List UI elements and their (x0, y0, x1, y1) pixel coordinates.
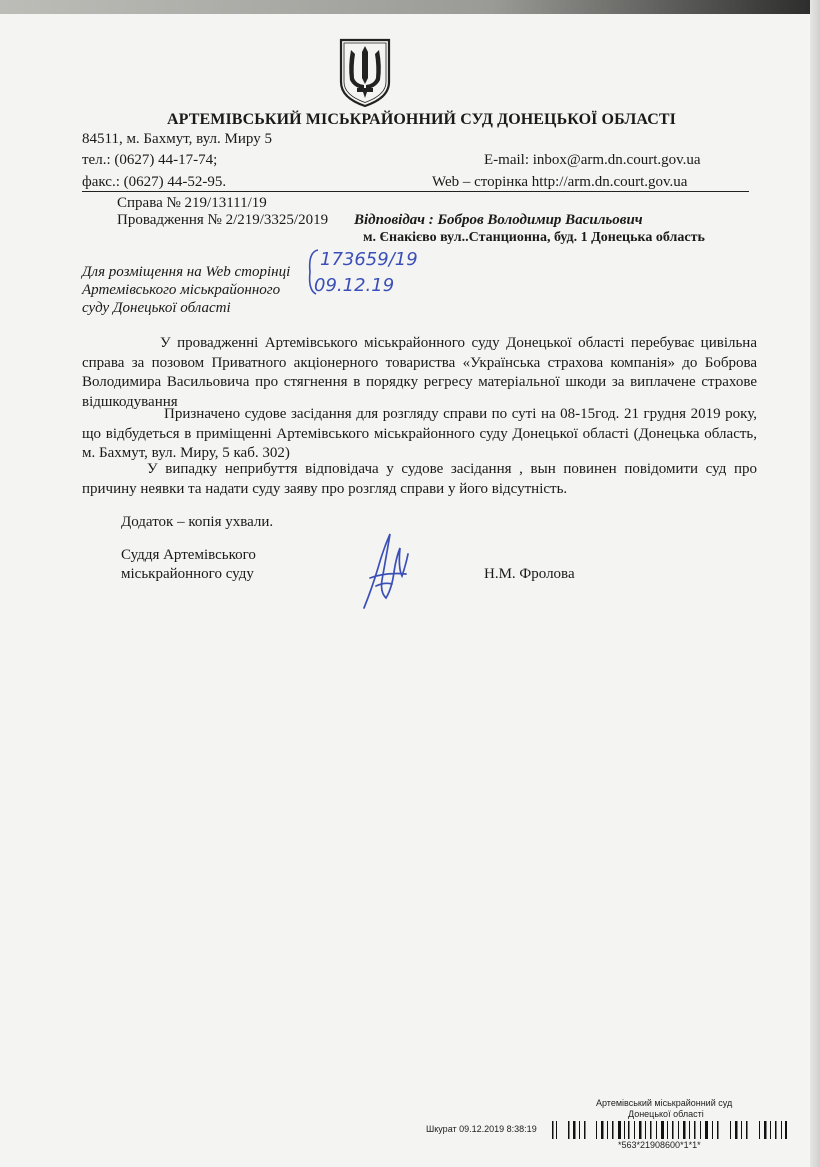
judge-title-line1: Суддя Артемівського (121, 547, 256, 563)
web-note-line1: Для розміщення на Web сторінці (82, 264, 291, 280)
body-paragraph-2-text: Призначено судове засідання для розгляду справи по суті на 08-15год. 21 грудня 2019 року, що відбудеться в приміщенні Артемівського міськрайонного суду Донецької області (Донецька область, м. Бахмут, вул. Миру, 5 каб. 302) (82, 406, 757, 461)
handwritten-registration-date: 09.12.19 (314, 275, 395, 296)
footer-court-line1: Артемівський міськрайонний суд (596, 1098, 733, 1108)
court-address: 84511, м. Бахмут, вул. Миру 5 (82, 131, 272, 147)
court-phone: тел.: (0627) 44-17-74; (82, 152, 218, 168)
scan-right-edge (810, 0, 820, 1167)
respondent-name: Відповідач : Бобров Володимир Васильович (354, 212, 643, 228)
respondent-address: м. Єнакієво вул..Станционна, буд. 1 Донецька область (363, 230, 705, 245)
case-number: Справа № 219/13111/19 (117, 195, 267, 211)
barcode-icon (552, 1121, 788, 1139)
web-note-line3: суду Донецької області (82, 300, 231, 316)
judge-signature (356, 528, 416, 614)
body-paragraph-1 (82, 334, 757, 412)
judge-title-line2: міськрайонного суду (121, 566, 254, 582)
footer-registration-stamp: Шкурат 09.12.2019 8:38:19 (426, 1124, 537, 1134)
body-paragraph-2 (82, 405, 757, 464)
court-website: Web – сторінка http://arm.dn.court.gov.ua (432, 174, 688, 190)
footer-court-line2: Донецької області (628, 1109, 704, 1119)
header-divider (82, 191, 749, 192)
handwritten-registration-number: 173659/19 (320, 249, 418, 270)
judge-name: Н.М. Фролова (484, 566, 575, 582)
court-fax: факс.: (0627) 44-52-95. (82, 174, 227, 190)
body-paragraph-1-text: У провадженні Артемівського міськрайонного суду Донецької області перебуває цивільна справа за позовом Приватного акціонерного товариства «Українська страхова компанія» до Боброва Володимира Васильовича про стягнення в порядку регресу матеріальної шкоди за виплачене страхове відшкодування (82, 335, 757, 410)
body-paragraph-3 (82, 460, 757, 499)
proceeding-number: Провадження № 2/219/3325/2019 (117, 212, 329, 228)
court-name-heading: АРТЕМІВСЬКИЙ МІСЬКРАЙОННИЙ СУД ДОНЕЦЬКОЇ ОБЛАСТІ (167, 111, 677, 128)
scan-top-edge (0, 0, 820, 14)
barcode-number: *563*21908600*1*1* (618, 1140, 701, 1150)
coat-of-arms-icon (337, 36, 393, 108)
attachment-note: Додаток – копія ухвали. (121, 514, 274, 530)
body-paragraph-3-text: У випадку неприбуття відповідача у судове засідання , вын повинен повідомити суд про причину неявки та надати суду заяву про розгляд справи у його відсутність. (82, 461, 757, 497)
court-email: E-mail: inbox@arm.dn.court.gov.ua (484, 152, 701, 168)
web-note-line2: Артемівського міськрайонного (82, 282, 281, 298)
